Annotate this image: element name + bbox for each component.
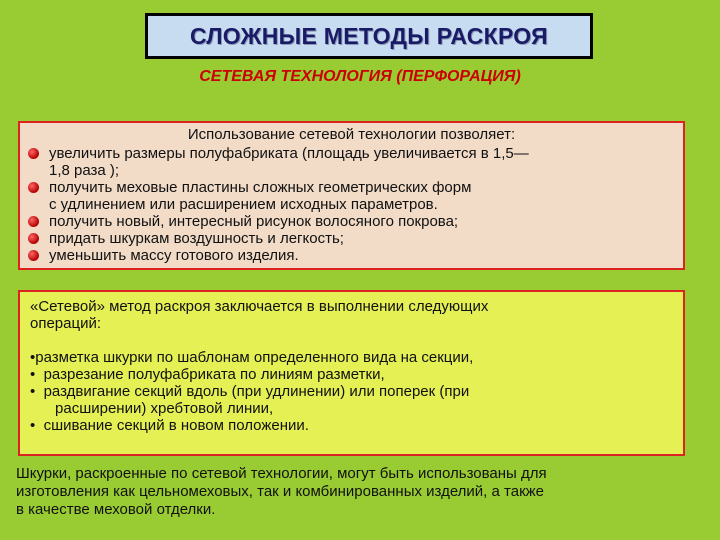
red-bullet-icon [28, 216, 39, 227]
red-bullet-icon [28, 182, 39, 193]
list-item-continuation [49, 196, 438, 213]
operation-item: • разрезание полуфабриката по линиям разметки, [30, 366, 385, 383]
advantages-box [18, 121, 685, 270]
red-bullet-icon [28, 233, 39, 244]
red-bullet-icon [28, 148, 39, 159]
list-item [28, 230, 344, 247]
list-item-text: увеличить размеры полуфабриката (площадь увеличивается в 1,5— [49, 145, 529, 162]
list-item-continuation [49, 162, 119, 179]
list-item-text: уменьшить массу готового изделия. [49, 247, 299, 264]
list-item-text: получить новый, интересный рисунок волосяного покрова; [49, 213, 459, 230]
conclusion-line: изготовления как цельномеховых, так и комбинированных изделий, а также [16, 483, 545, 500]
list-item-text: 1,8 раза ); [49, 162, 120, 179]
conclusion-line: в качестве меховой отделки. [16, 501, 216, 518]
page-title: СЛОЖНЫЕ МЕТОДЫ РАСКРОЯ [189, 22, 549, 49]
advantages-heading: Использование сетевой технологии позволяет: [187, 126, 516, 143]
subtitle: СЕТЕВАЯ ТЕХНОЛОГИЯ (ПЕРФОРАЦИЯ) [199, 68, 521, 85]
conclusion-line: Шкурки, раскроенные по сетевой технологии, могут быть использованы для [16, 465, 547, 482]
list-item [28, 247, 299, 264]
list-item [28, 179, 471, 196]
list-item [28, 213, 458, 230]
list-item-text: с удлинением или расширением исходных параметров. [49, 196, 438, 213]
operations-intro: «Сетевой» метод раскроя заключается в выполнении следующих [30, 298, 489, 315]
conclusion-text [16, 465, 716, 519]
operations-box [18, 290, 685, 456]
operation-item: • сшивание секций в новом положении. [30, 417, 309, 434]
list-item-text: придать шкуркам воздушность и легкость; [49, 230, 344, 247]
list-item-text: получить меховые пластины сложных геометрических форм [49, 179, 472, 196]
operation-item: • раздвигание секций вдоль (при удлинении) или поперек (при [30, 383, 470, 400]
operation-item: •разметка шкурки по шаблонам определенного вида на секции, [30, 349, 474, 366]
list-item [28, 145, 529, 162]
operation-item: расширении) хребтовой линии, [30, 400, 274, 417]
red-bullet-icon [28, 250, 39, 261]
operations-intro: операций: [30, 315, 102, 332]
title-box [145, 13, 593, 59]
